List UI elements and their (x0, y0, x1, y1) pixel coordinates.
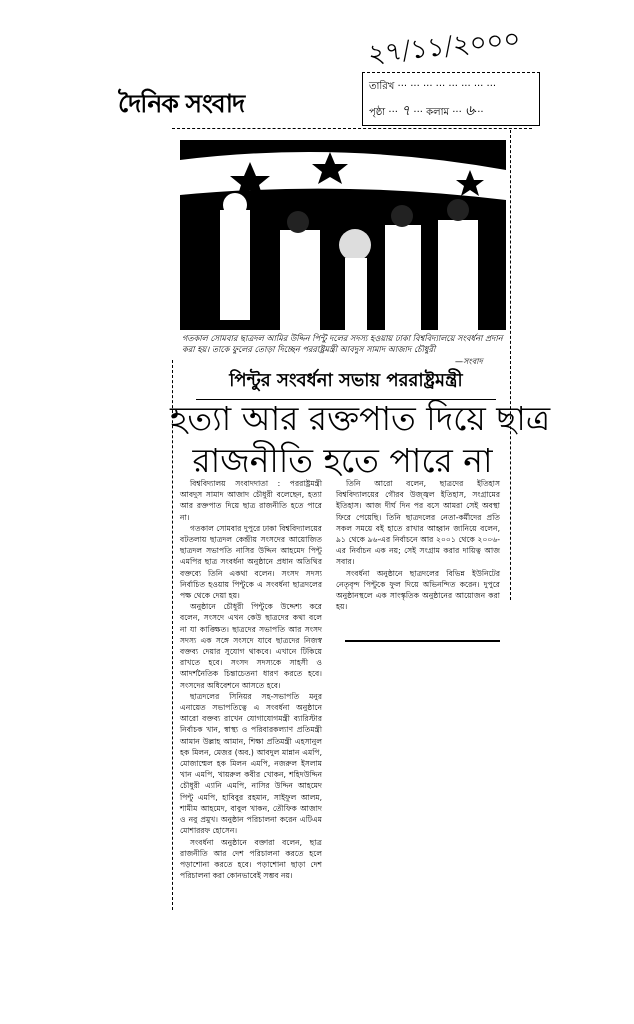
stamp-dots: ··· ··· ··· ··· ··· ··· ··· ··· (397, 81, 497, 92)
paragraph: সংবর্ধনা অনুষ্ঠানে ছাত্রদলের বিভিন্ন ইউনিটের নেতৃবৃন্দ পিন্টুকে ফুল দিয়ে অভিনন্দিত করেন। দুপুরে অনুষ্ঠানস্থলে এক সাংস্কৃতিক অনুষ্ঠানের আয়োজন করা হয়। (336, 568, 500, 612)
handwritten-date: ২৭/১১/২০০০ (366, 24, 522, 70)
clipping-top-edge (172, 128, 532, 129)
stamp-page-label: পৃষ্ঠা (369, 107, 386, 118)
headline-line-2: রাজনীতি হতে পারে না (192, 441, 493, 480)
clipping-right-edge (510, 130, 511, 600)
headline-line-1: হত্যা আর রক্তপাত দিয়ে ছাত্র (170, 399, 551, 438)
paragraph: বিশ্ববিদ্যালয় সংবাদদাতা : পররাষ্ট্রমন্ত্রী আবদুস সামাদ আজাদ চৌধুরী বলেছেন, হত্যা আর রক্তপাত দিয়ে ছাত্র রাজনীতি হতে পারে না। (180, 479, 322, 522)
paragraph: তিনি আরো বলেন, ছাত্রদের ইতিহাস বিশ্ববিদ্যালয়ের গৌরব উজ্জ্বল ইতিহাস, সংগ্রামের ইতিহাস। আজ দীর্ঘ দিন পর বসে আমরা সেই অবস্থা ফিরে পেয়েছি। তিনি ছাত্রদলের নেতা-কর্মীদের প্রতি সকল সময়ে বই হাতে রাখার আহ্বান জানিয়ে বলেন, ৯১ থেকে ৯৬-এর নির্বাচনে আর ২০০১ থেকে ২০০৬-এর নির্বাচন এক নয়; সেই সংগ্রাম করার দায়িত্ব আজ সবার। (336, 479, 500, 567)
newspaper-masthead: দৈনিক সংবাদ (118, 89, 245, 118)
subheadline: পিন্টুর সংবর্ধনা সভায় পররাষ্ট্রমন্ত্রী (196, 366, 496, 400)
paragraph: গতকাল সোমবার দুপুরে ঢাকা বিশ্ববিদ্যালয়ের বটতলায় ছাত্রদল কেন্দ্রীয় সংসদের আয়োজিত ছাত্রদল সভাপতি নাসির উদ্দিন আহমেদ পিন্টু এমপির ছাত্র সংবর্ধনা অনুষ্ঠানে প্রধান অতিথির বক্তব্যে তিনি একথা বলেন। সংসদ সদস্য নির্বাচিত হওয়ায় পিন্টুকে এ সংবর্ধনা ছাত্রদলের পক্ষ থেকে দেয়া হয়। (180, 523, 322, 601)
paragraph: সংবর্ধনা অনুষ্ঠানে বক্তারা বলেন, ছাত্র রাজনীতি আর দেশ পরিচালনা করতে হলে পড়াশোনা করতে হবে। পড়াশোনা ছাড়া দেশ পরিচালনা করা কোনভাবেই সম্ভব নয়। (180, 837, 322, 881)
stamp-page-row: পৃষ্ঠা ··· ৭ ··· কলাম ··· ৬··· (369, 103, 484, 119)
article-column-right (336, 478, 500, 612)
clipping-left-edge (172, 360, 173, 910)
stamp-column-value: ৬ (464, 103, 475, 119)
stamp-date-label: তারিখ (369, 81, 395, 92)
photo-image (180, 140, 506, 330)
headline (170, 398, 551, 482)
photo-caption: গতকাল সোমবার ছাত্রদল আমির উদ্দিন পিন্টু দলের সদস্য হওয়ায় ঢাকা বিশ্ববিদ্যালয়ে সংবর্ধনা প্রদান করা হয়। তাকে ফুলের তোড়া দিচ্ছেন পররাষ্ট্রমন্ত্রী আবদুস সামাদ আজাদ চৌধুরী (182, 333, 503, 354)
stamp-column-label: কলাম (426, 107, 450, 118)
article-column-left (180, 478, 322, 881)
paragraph: অনুষ্ঠানে চৌধুরী পিন্টুকে উদ্দেশ্য করে বলেন, সংসদে এখন কেউ ছাত্রদের কথা বলে না যা কাঙ্ক্ষিত। ছাত্রদের সভাপতি আর সংসদ সদস্য এক সঙ্গে সংসদে যাবে ছাত্রদের নিজস্ব বক্তব্য দেয়ার সুযোগ থাকবে। এখানে টিকিয়ে রাখতে হবে। সংসদ সদস্যকে সাহসী ও আদর্শনৈতিক চিন্তাচেতনা ধারণ করতে হবে। সংসদের অধিবেশনে আসতে হবে। (180, 602, 322, 690)
article-end-line (345, 640, 500, 642)
news-photo (180, 140, 506, 330)
stamp-page-value: ৭ (401, 103, 411, 119)
archive-stamp (362, 72, 540, 126)
photo-credit: —সংবাদ (455, 357, 483, 366)
stamp-date-row (369, 79, 496, 96)
paragraph: ছাত্রদলের সিনিয়র সহ-সভাপতি মনুর এনায়েত সভাপতিত্বে এ সংবর্ধনা অনুষ্ঠানে আরো বক্তব্য রাখেন যোগাযোগমন্ত্রী ব্যারিস্টার নির্বাচক খান, স্বাস্থ্য ও পরিবারকল্যাণ প্রতিমন্ত্রী আমান উল্লাহ আমান, শিক্ষা প্রতিমন্ত্রী এহসানুল হক মিলন, মেজর (অব.) আবদুল মান্নান এমপি, মোজাম্মেল হক মিলন এমপি, নজরুল ইসলাম খান এমপি, খায়রুল কবীর খোকন, শহিদউদ্দিন চৌধুরী এ্যানি এমপি, নাসির উদ্দিন আহমেদ পিন্টু এমপি, হাবিবুর রহমান, সাইফুল আলম, শামীম আহমেদ, বাবুল খাকন, তৌফিক আজাদ ও নবু প্রমুখ। অনুষ্ঠান পরিচালনা করেন এটিএম মোশাররফ হোসেন। (180, 691, 322, 836)
